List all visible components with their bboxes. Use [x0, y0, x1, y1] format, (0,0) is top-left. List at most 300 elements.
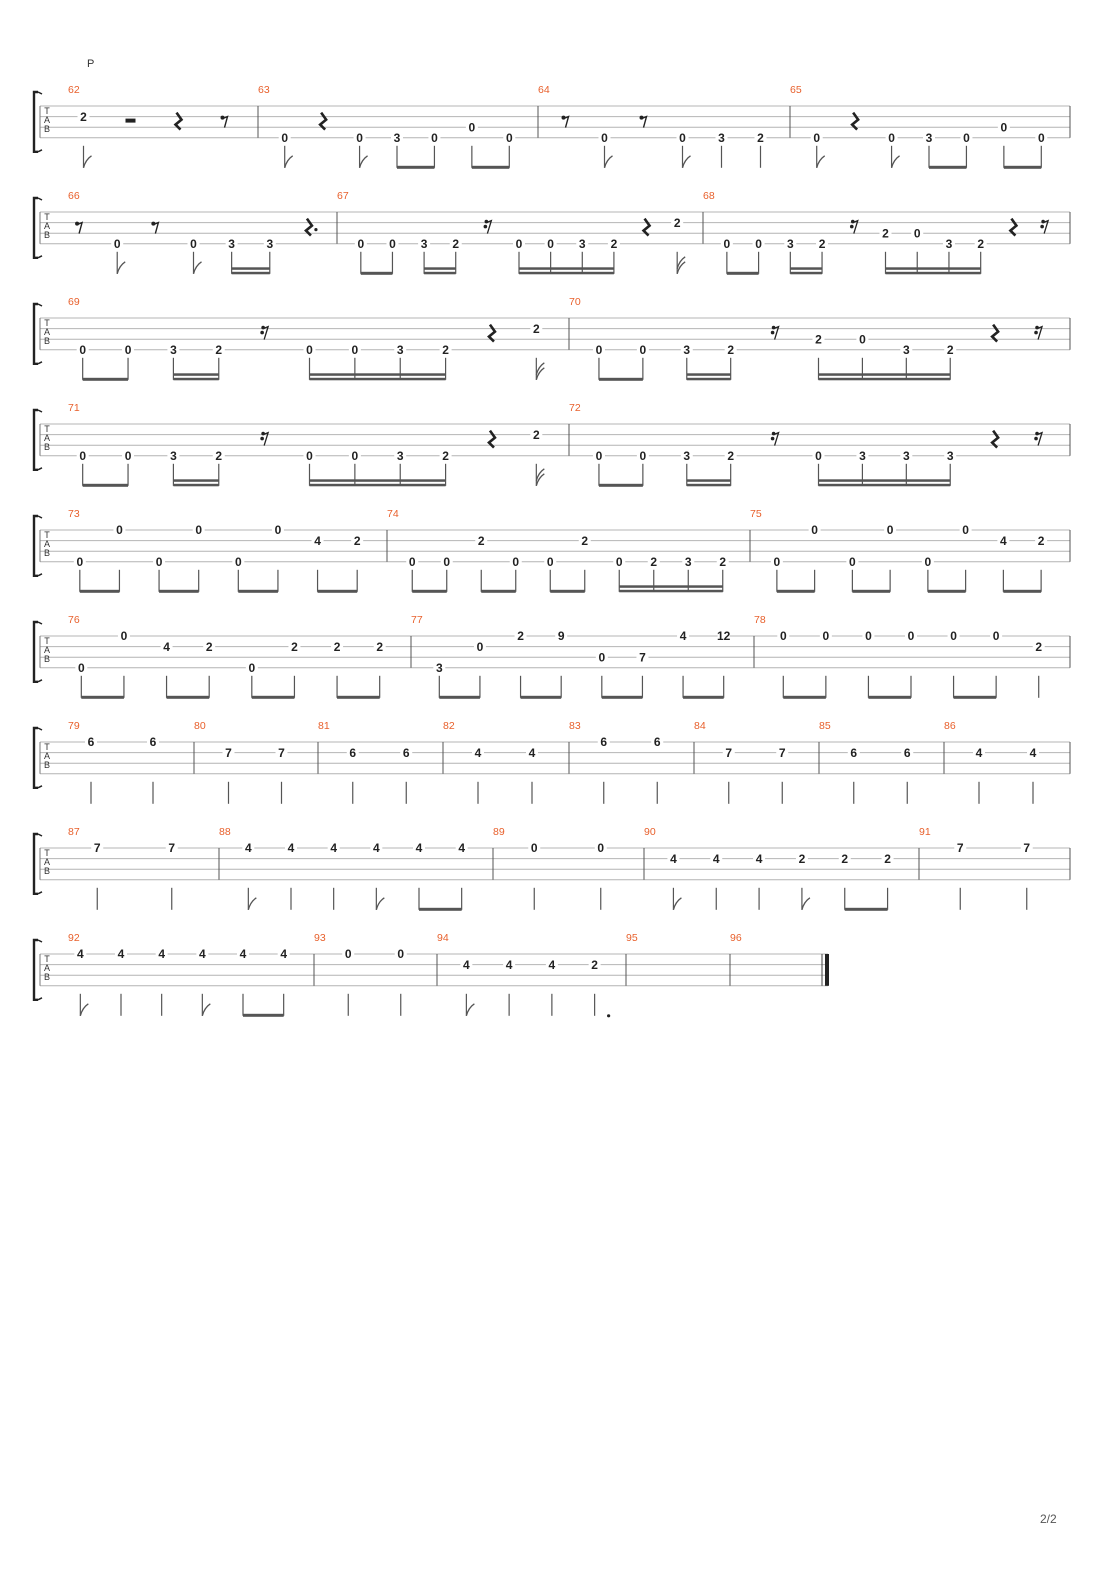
beam — [783, 696, 826, 699]
beam — [852, 590, 890, 593]
tab-clef-letter: T — [44, 106, 50, 116]
fret-number: 4 — [76, 947, 84, 962]
tab-system — [34, 84, 1070, 169]
fret-number: 4 — [330, 841, 338, 856]
fret-number: 6 — [349, 745, 357, 760]
beam — [687, 373, 731, 376]
tab-clef-letter: B — [43, 866, 51, 876]
fret-number: 4 — [679, 629, 687, 644]
beam — [472, 166, 509, 169]
beam — [424, 272, 456, 275]
fret-number: 4 — [415, 841, 423, 856]
bracket-hook — [38, 468, 42, 470]
beam — [519, 272, 614, 275]
fret-number: 0 — [344, 947, 352, 962]
sixteenth-rest-head — [260, 437, 264, 441]
fret-number: 0 — [822, 629, 830, 644]
eighth-rest — [223, 117, 228, 128]
beam — [819, 373, 951, 376]
bracket-hook — [38, 786, 42, 788]
measure — [750, 508, 1047, 593]
tab-clef-letter: A — [43, 221, 51, 231]
tab-system — [34, 720, 1070, 804]
beam — [1003, 590, 1041, 593]
fret-number: 0 — [76, 555, 84, 569]
fret-number: 6 — [850, 745, 858, 760]
fret-number: 2 — [591, 957, 598, 972]
eighth-rest — [564, 117, 569, 128]
bracket-hook — [38, 622, 42, 624]
beam — [310, 479, 446, 482]
beam — [397, 166, 434, 169]
tab-clef-letter: T — [44, 212, 50, 222]
fret-number: 4 — [239, 947, 247, 962]
measure — [443, 720, 538, 804]
fret-number: 4 — [244, 841, 252, 856]
fret-number: 0 — [1037, 131, 1045, 145]
fret-number: 4 — [163, 639, 170, 654]
fret-number: 3 — [420, 237, 428, 251]
fret-number: 7 — [168, 841, 176, 856]
final-barline-thick — [825, 954, 829, 986]
fret-number: 0 — [950, 629, 957, 644]
beam — [519, 267, 614, 270]
fret-number: 0 — [77, 661, 85, 675]
fret-number: 4 — [975, 745, 983, 760]
fret-number: 0 — [468, 120, 476, 135]
fret-number: 0 — [190, 237, 197, 251]
fret-number: 0 — [195, 523, 203, 538]
fret-number: 0 — [116, 523, 123, 538]
beam — [310, 378, 446, 381]
tab-clef-letter: T — [44, 954, 50, 964]
fret-number: 0 — [962, 523, 969, 538]
system-bracket — [34, 410, 38, 470]
eighth-rest — [153, 223, 158, 234]
fret-number: 2 — [353, 533, 361, 548]
fret-number: 4 — [528, 745, 536, 760]
fret-number: 3 — [902, 449, 910, 463]
measure — [68, 826, 178, 910]
measure — [219, 826, 468, 911]
fret-number: 2 — [815, 332, 822, 347]
beam — [318, 590, 358, 593]
tab-clef-letter: A — [43, 539, 51, 549]
beam — [159, 590, 199, 593]
tab-clef-letter: B — [43, 124, 51, 134]
fret-number: 4 — [198, 947, 206, 962]
system-bracket — [34, 940, 38, 1000]
fret-number: 0 — [281, 131, 289, 145]
fret-number: 4 — [280, 947, 288, 962]
dynamic-marking: P — [87, 58, 95, 70]
measure — [644, 826, 894, 911]
beam — [777, 590, 815, 593]
fret-number: 0 — [274, 523, 282, 538]
bracket-hook — [38, 892, 42, 894]
beam — [929, 166, 966, 169]
beam — [619, 585, 723, 588]
note-flag — [248, 898, 256, 910]
fret-number: 3 — [945, 237, 953, 251]
fret-number: 0 — [248, 661, 256, 675]
note-flag — [892, 156, 900, 168]
measure-number: 67 — [337, 190, 349, 202]
beam — [886, 272, 981, 275]
beam — [80, 590, 120, 593]
measure-number: 85 — [819, 720, 831, 732]
fret-number: 7 — [639, 650, 646, 665]
sixteenth-rest-head — [771, 437, 775, 441]
fret-number: 0 — [306, 343, 313, 357]
fret-number: 0 — [595, 449, 603, 463]
beam — [683, 696, 724, 699]
eighth-rest — [77, 223, 82, 234]
fret-number: 0 — [755, 237, 762, 251]
beam — [928, 590, 966, 593]
fret-number: 3 — [578, 237, 586, 251]
fret-number: 2 — [719, 555, 727, 569]
measure — [194, 720, 288, 804]
beam — [252, 696, 295, 699]
fret-number: 2 — [376, 639, 384, 654]
tab-system — [34, 614, 1070, 699]
measure-number: 66 — [68, 190, 80, 202]
fret-number: 0 — [530, 841, 538, 856]
fret-number: 2 — [452, 237, 460, 251]
tab-clef-letter: A — [43, 645, 51, 655]
beam — [599, 378, 643, 381]
beam — [83, 378, 128, 381]
fret-number: 3 — [266, 237, 274, 251]
fret-number: 3 — [925, 131, 933, 145]
note-flag — [376, 898, 384, 910]
fret-number: 0 — [598, 650, 606, 665]
beam — [687, 479, 731, 482]
sixteenth-rest-head — [1040, 225, 1044, 229]
fret-number: 0 — [992, 629, 1000, 644]
tab-clef-letter: T — [44, 530, 50, 540]
fret-number: 4 — [372, 841, 380, 856]
measure — [68, 84, 228, 168]
tab-clef-letter: B — [43, 760, 51, 770]
fret-number: 2 — [946, 343, 954, 357]
beam — [868, 696, 911, 699]
fret-number: 3 — [396, 343, 404, 357]
measure — [493, 826, 607, 910]
measure-number: 93 — [314, 932, 326, 944]
beam — [173, 373, 218, 376]
sixteenth-rest-head — [1034, 437, 1038, 441]
fret-number: 0 — [963, 131, 970, 145]
beam — [424, 267, 456, 270]
fret-number: 2 — [532, 321, 540, 336]
fret-number: 0 — [124, 449, 132, 463]
fret-number: 3 — [718, 131, 725, 145]
measure-number: 68 — [703, 190, 715, 202]
fret-number: 2 — [532, 427, 540, 442]
sixteenth-rest-head — [1034, 331, 1038, 335]
fret-number: 4 — [1029, 745, 1037, 760]
fret-number: 0 — [1000, 120, 1008, 135]
tab-clef-letter: T — [44, 742, 50, 752]
bracket-hook — [38, 198, 42, 200]
fret-number: 2 — [798, 851, 806, 866]
measure — [68, 614, 386, 699]
half-rest — [126, 119, 136, 123]
fret-number: 0 — [601, 131, 608, 145]
fret-number: 6 — [903, 745, 911, 760]
fret-number: 4 — [117, 947, 125, 962]
fret-number: 2 — [1035, 639, 1043, 654]
measure-number: 65 — [790, 84, 802, 96]
beam — [412, 590, 447, 593]
measure — [337, 190, 685, 275]
beam — [232, 267, 270, 270]
measure — [68, 508, 363, 593]
fret-number: 6 — [149, 735, 157, 750]
beam — [83, 484, 128, 487]
fret-number: 0 — [79, 343, 87, 357]
bracket-hook — [38, 998, 42, 1000]
fret-number: 2 — [581, 533, 589, 548]
fret-number: 3 — [902, 343, 910, 357]
tab-clef-letter: A — [43, 327, 51, 337]
beam — [310, 373, 446, 376]
system-bracket — [34, 622, 38, 682]
beam — [1004, 166, 1041, 169]
tab-clef-letter: A — [43, 433, 51, 443]
fret-number: 3 — [684, 555, 692, 569]
fret-number: 2 — [650, 555, 658, 569]
measure — [68, 720, 159, 804]
fret-number: 2 — [882, 226, 889, 241]
beam — [521, 696, 562, 699]
measure-number: 92 — [68, 932, 80, 944]
system-bracket — [34, 728, 38, 788]
tab-clef-letter: A — [43, 115, 51, 125]
measure — [754, 614, 1045, 699]
fret-number: 2 — [977, 237, 985, 251]
beam — [481, 590, 516, 593]
beam — [243, 1014, 284, 1017]
measure — [68, 932, 290, 1017]
beam — [173, 484, 218, 487]
measure — [258, 84, 515, 169]
fret-number: 0 — [512, 555, 520, 569]
fret-number: 4 — [463, 957, 470, 972]
bracket-hook — [38, 256, 42, 258]
fret-number: 2 — [1037, 533, 1045, 548]
fret-number: 4 — [474, 745, 482, 760]
measure-number: 63 — [258, 84, 270, 96]
measure-number: 95 — [626, 932, 638, 944]
measure — [387, 508, 729, 593]
fret-number: 3 — [683, 449, 691, 463]
measure — [694, 720, 788, 804]
fret-number: 3 — [170, 449, 177, 463]
fret-number: 2 — [818, 237, 826, 251]
measure-number: 94 — [437, 932, 449, 944]
measure-number: 81 — [318, 720, 330, 732]
beam — [845, 908, 888, 911]
note-flag — [466, 1004, 474, 1016]
note-flag — [80, 1004, 88, 1016]
fret-number: 0 — [397, 947, 405, 962]
beam — [886, 267, 981, 270]
fret-number: 7 — [278, 745, 285, 760]
measure — [944, 720, 1039, 804]
measure-number: 71 — [68, 402, 80, 414]
measure — [68, 402, 544, 487]
fret-number: 0 — [924, 555, 932, 569]
fret-number: 4 — [670, 851, 677, 866]
fret-number: 3 — [228, 237, 235, 251]
fret-number: 2 — [215, 343, 223, 357]
note-flag — [84, 156, 92, 168]
fret-number: 0 — [679, 131, 686, 145]
fret-number: 0 — [357, 237, 365, 251]
note-flag — [536, 368, 544, 380]
measure — [569, 720, 663, 804]
fret-number: 4 — [287, 841, 295, 856]
fret-number: 4 — [314, 533, 321, 548]
fret-number: 0 — [723, 237, 731, 251]
bracket-hook — [38, 834, 42, 836]
fret-number: 0 — [546, 555, 554, 569]
bracket-hook — [38, 410, 42, 412]
note-flag — [673, 898, 681, 910]
fret-number: 3 — [435, 661, 443, 675]
tab-clef-letter: B — [43, 548, 51, 558]
fret-number: 0 — [547, 237, 554, 251]
fret-number: 0 — [779, 629, 787, 644]
fret-number: 6 — [402, 745, 410, 760]
measure-number: 62 — [68, 84, 80, 96]
fret-number: 0 — [639, 343, 647, 357]
beam — [238, 590, 278, 593]
fret-number: 0 — [886, 523, 894, 538]
fret-number: 4 — [712, 851, 720, 866]
rest-dot — [314, 228, 317, 231]
fret-number: 0 — [811, 523, 818, 538]
fret-number: 6 — [87, 735, 95, 750]
fret-number: 4 — [158, 947, 166, 962]
measure — [318, 720, 412, 804]
tab-clef-letter: A — [43, 857, 51, 867]
sixteenth-rest-head — [260, 331, 264, 335]
measure — [703, 190, 1048, 275]
beam — [687, 484, 731, 487]
note-flag — [817, 156, 825, 168]
fret-number: 0 — [356, 131, 363, 145]
fret-number: 0 — [476, 639, 484, 654]
measure — [538, 84, 767, 168]
tab-clef-letter: B — [43, 972, 51, 982]
fret-number: 3 — [683, 343, 691, 357]
beam — [361, 272, 393, 275]
bracket-hook — [38, 680, 42, 682]
beam — [727, 272, 759, 275]
fret-number: 2 — [442, 449, 449, 463]
fret-number: 2 — [757, 131, 764, 145]
tab-system — [34, 402, 1070, 487]
fret-number: 2 — [610, 237, 618, 251]
fret-number: 6 — [653, 735, 661, 750]
bracket-hook — [38, 150, 42, 152]
eighth-rest — [642, 117, 647, 128]
note-flag — [194, 262, 202, 274]
note-flag — [677, 262, 685, 274]
bracket-hook — [38, 728, 42, 730]
tab-clef-letter: B — [43, 230, 51, 240]
fret-number: 0 — [813, 131, 821, 145]
fret-number: 2 — [477, 533, 485, 548]
measure — [569, 296, 1042, 381]
fret-number: 0 — [408, 555, 416, 569]
fret-number: 6 — [600, 735, 608, 750]
tab-clef-letter: A — [43, 963, 51, 973]
beam — [819, 484, 951, 487]
beam — [173, 378, 218, 381]
measure-number: 75 — [750, 508, 762, 520]
beam — [439, 696, 480, 699]
measure — [919, 826, 1033, 910]
fret-number: 0 — [515, 237, 523, 251]
measure-number: 64 — [538, 84, 550, 96]
fret-number: 0 — [595, 343, 603, 357]
fret-number: 2 — [841, 851, 849, 866]
tab-clef-letter: T — [44, 636, 50, 646]
bracket-hook — [38, 574, 42, 576]
fret-number: 0 — [431, 131, 438, 145]
fret-number: 4 — [505, 957, 513, 972]
beam — [81, 696, 124, 699]
fret-number: 0 — [443, 555, 451, 569]
beam — [550, 590, 585, 593]
bracket-hook — [38, 304, 42, 306]
fret-number: 0 — [306, 449, 313, 463]
fret-number: 4 — [1000, 533, 1007, 548]
fret-number: 2 — [205, 639, 213, 654]
tab-clef-letter: A — [43, 751, 51, 761]
note-flag — [536, 474, 544, 486]
measure — [569, 402, 1042, 487]
measure-number: 84 — [694, 720, 706, 732]
measure-number: 78 — [754, 614, 766, 626]
fret-number: 7 — [778, 745, 786, 760]
sixteenth-rest-head — [484, 225, 488, 229]
measure-number: 91 — [919, 826, 931, 838]
fret-number: 0 — [865, 629, 872, 644]
measure-number: 74 — [387, 508, 399, 520]
fret-number: 0 — [849, 555, 856, 569]
beam — [790, 272, 822, 275]
fret-number: 7 — [1023, 841, 1031, 856]
system-bracket — [34, 304, 38, 364]
fret-number: 7 — [725, 745, 733, 760]
fret-number: 3 — [393, 131, 401, 145]
fret-number: 3 — [859, 449, 866, 463]
fret-number: 2 — [333, 639, 341, 654]
beam — [619, 590, 723, 593]
measure-number: 82 — [443, 720, 455, 732]
beam — [819, 479, 951, 482]
fret-number: 0 — [913, 226, 921, 241]
tab-system — [34, 826, 1070, 911]
measure — [411, 614, 731, 699]
beam — [337, 696, 380, 699]
